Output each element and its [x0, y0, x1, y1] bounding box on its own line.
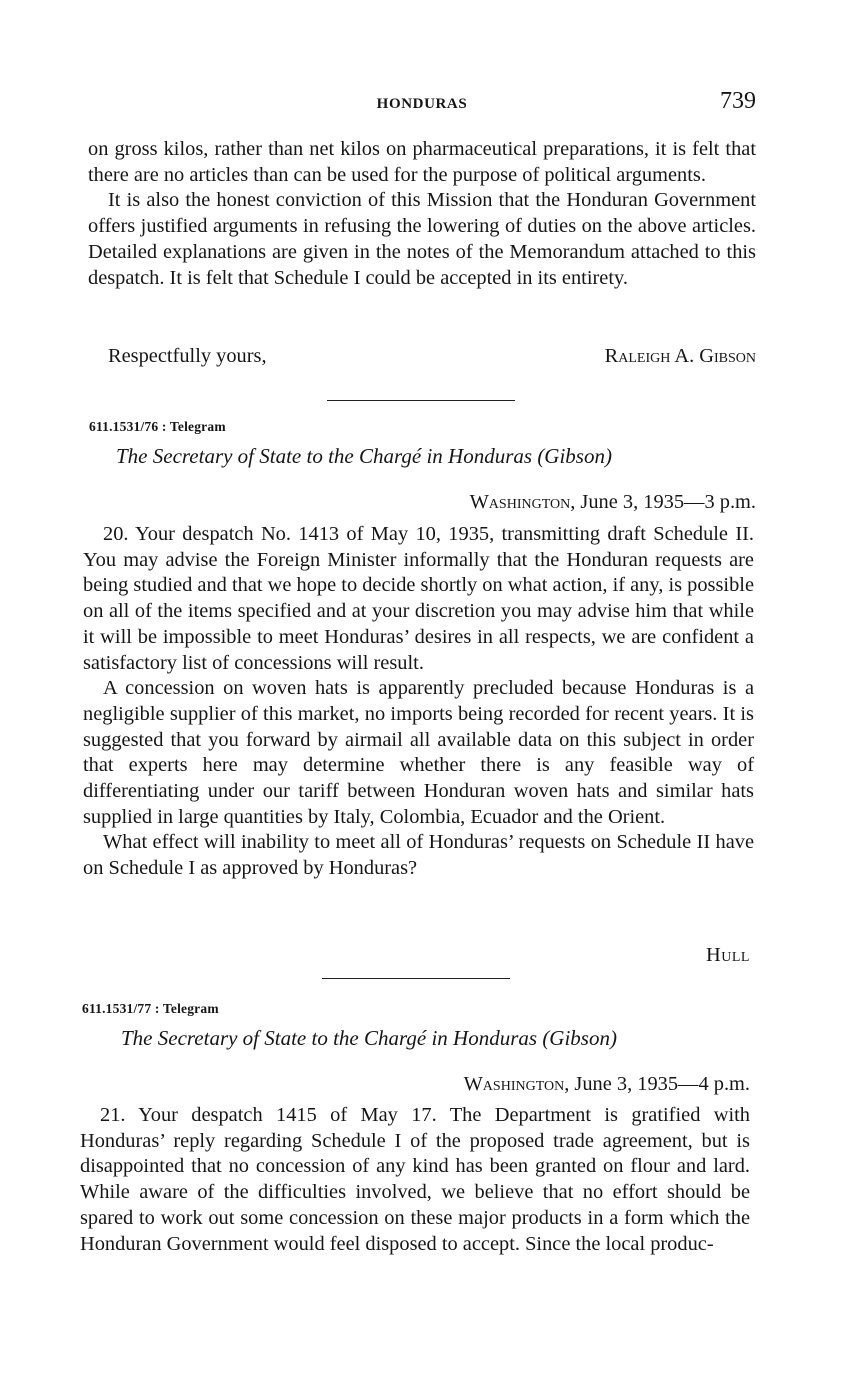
page-header — [88, 88, 756, 122]
paragraph: on gross kilos, rather than net kilos on pharmaceutical preparations, it is felt that there are no articles than can be used for the purpose of political arguments. — [88, 138, 756, 186]
dateline-date: , June 3, 1935—3 p.m. — [570, 491, 756, 513]
document-caption: The Secretary of State to the Chargé in Honduras (Gibson) — [121, 1026, 617, 1050]
telegram1-body — [83, 522, 754, 882]
paragraph: A concession on woven hats is apparently precluded because Honduras is a negligible supplier of this market, no imports being recorded for recent years. It is suggested that you forward by airmail all available data on this subject in order that experts here may determine whether there is any feasible way of differentiating under our tariff between Honduran woven hats and similar hats supplied in large quantities by Italy, Colombia, Ecuador and the Orient. — [83, 677, 754, 828]
paragraph: It is also the honest conviction of this Mission that the Honduran Government offers justified arguments in refusing the lowering of duties on the above articles. Detailed explanations are given in the notes of the Memorandum attached to this despatch. It is felt that Schedule I could be accepted in its entirety. — [88, 189, 756, 289]
signature: Raleigh A. Gibson — [604, 345, 756, 367]
running-head: HONDURAS — [376, 96, 468, 112]
dateline — [470, 491, 756, 514]
dateline-place: Washington — [469, 491, 571, 513]
closing-salutation: Respectfully yours, — [108, 345, 267, 367]
section1-body — [88, 137, 756, 291]
dateline — [464, 1073, 750, 1096]
document-caption: The Secretary of State to the Chargé in Honduras (Gibson) — [116, 444, 612, 468]
file-reference: 611.1531/77 : Telegram — [82, 1001, 219, 1016]
paragraph: What effect will inability to meet all of Honduras’ requests on Schedule II have on Schedule I as approved by Honduras? — [83, 831, 754, 880]
dateline-place: Washington — [463, 1073, 565, 1095]
telegram2-body — [80, 1103, 750, 1257]
paragraph: 21. Your despatch 1415 of May 17. The Department is gratified with Honduras’ reply regarding Schedule I of the proposed trade agreement, but is disappointed that no concession of any kind has been granted on flour and lard. While aware of the difficulties involved, we believe that no effort should be spared to work out some concession on these major products in a form which the Honduran Government would feel disposed to accept. Since the local produc- — [80, 1104, 750, 1255]
paragraph: 20. Your despatch No. 1413 of May 10, 1935, transmitting draft Schedule II. You may advise the Foreign Minister informally that the Honduran requests are being studied and that we hope to decide shortly on what action, if any, is possible on all of the items specified and at your discretion you may advise him that while it will be impossible to meet Honduras’ desires in all respects, we are confident a satisfactory list of concessions will result. — [83, 523, 754, 674]
dateline-date: , June 3, 1935—4 p.m. — [564, 1073, 750, 1095]
section-divider — [327, 400, 515, 401]
section-divider — [322, 978, 510, 979]
page-number: 739 — [720, 88, 756, 114]
file-reference: 611.1531/76 : Telegram — [89, 419, 226, 434]
signoff: Hull — [706, 944, 750, 966]
